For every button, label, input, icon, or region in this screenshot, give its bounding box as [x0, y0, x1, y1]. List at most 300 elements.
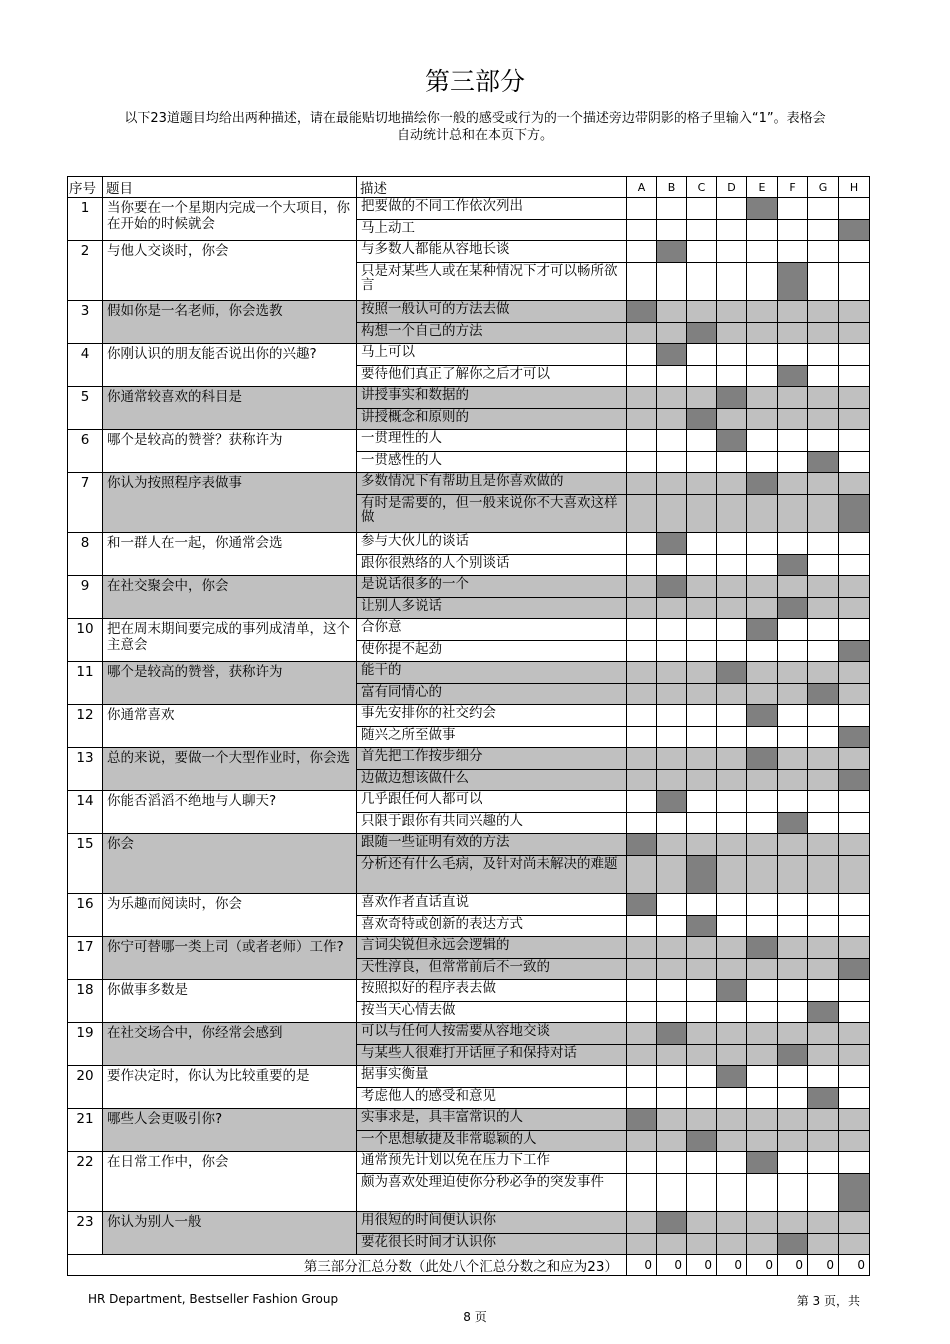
answer-cell-f[interactable]	[778, 813, 808, 834]
option-description: 讲授概念和原则的	[357, 409, 627, 430]
answer-cell-b[interactable]	[657, 1023, 687, 1045]
blank-cell-f	[778, 409, 808, 430]
question-number: 11	[68, 662, 103, 705]
blank-cell-c	[687, 263, 717, 301]
blank-cell-g	[808, 1109, 839, 1131]
question-option-row	[68, 241, 870, 263]
total-b: 0	[657, 1255, 687, 1276]
blank-cell-f	[778, 856, 808, 894]
blank-cell-b	[657, 452, 687, 473]
blank-cell-c	[687, 533, 717, 555]
question-text: 你通常较喜欢的科目是	[103, 387, 357, 430]
blank-cell-a	[627, 748, 657, 770]
option-description: 合你意	[357, 619, 627, 641]
question-option-row	[68, 705, 870, 727]
answer-cell-h[interactable]	[839, 959, 870, 980]
blank-cell-d	[717, 198, 747, 220]
blank-cell-g	[808, 834, 839, 856]
blank-cell-d	[717, 263, 747, 301]
blank-cell-g	[808, 301, 839, 323]
blank-cell-e	[747, 1002, 778, 1023]
question-text: 你能否滔滔不绝地与人聊天?	[103, 791, 357, 834]
blank-cell-e	[747, 1174, 778, 1212]
blank-cell-f	[778, 705, 808, 727]
option-description: 颇为喜欢处理迫使你分秒必争的突发事件	[357, 1174, 627, 1212]
question-text: 你会	[103, 834, 357, 894]
question-option-row	[68, 198, 870, 220]
footer-department: HR Department, Bestseller Fashion Group	[88, 1292, 339, 1306]
option-description: 按照拟好的程序表去做	[357, 980, 627, 1002]
blank-cell-f	[778, 1152, 808, 1174]
answer-cell-e[interactable]	[747, 198, 778, 220]
blank-cell-a	[627, 409, 657, 430]
option-description: 富有同情心的	[357, 684, 627, 705]
blank-cell-g	[808, 980, 839, 1002]
blank-cell-c	[687, 555, 717, 576]
blank-cell-f	[778, 1088, 808, 1109]
answer-cell-f[interactable]	[778, 1045, 808, 1066]
blank-cell-e	[747, 834, 778, 856]
blank-cell-c	[687, 937, 717, 959]
blank-cell-a	[627, 1023, 657, 1045]
answer-cell-f[interactable]	[778, 555, 808, 576]
answer-cell-c[interactable]	[687, 916, 717, 937]
option-description: 能干的	[357, 662, 627, 684]
option-description: 使你提不起劲	[357, 641, 627, 662]
blank-cell-f	[778, 937, 808, 959]
blank-cell-b	[657, 959, 687, 980]
blank-cell-c	[687, 748, 717, 770]
answer-cell-f[interactable]	[778, 1234, 808, 1255]
footer-page-total: 8 页	[463, 1310, 487, 1324]
option-description: 喜欢奇特或创新的表达方式	[357, 916, 627, 937]
blank-cell-c	[687, 770, 717, 791]
answer-cell-a[interactable]	[627, 894, 657, 916]
question-text: 你宁可替哪一类上司（或者老师）工作?	[103, 937, 357, 980]
blank-cell-d	[717, 705, 747, 727]
option-description: 随兴之所至做事	[357, 727, 627, 748]
blank-cell-g	[808, 387, 839, 409]
option-description: 通常预先计划以免在压力下工作	[357, 1152, 627, 1174]
blank-cell-c	[687, 344, 717, 366]
blank-cell-f	[778, 1109, 808, 1131]
answer-cell-c[interactable]	[687, 323, 717, 344]
blank-cell-g	[808, 576, 839, 598]
question-text: 为乐趣而阅读时，你会	[103, 894, 357, 937]
question-number: 14	[68, 791, 103, 834]
blank-cell-e	[747, 684, 778, 705]
header-col-f: F	[778, 177, 808, 198]
header-col-b: B	[657, 177, 687, 198]
blank-cell-c	[687, 662, 717, 684]
blank-cell-c	[687, 598, 717, 619]
blank-cell-g	[808, 705, 839, 727]
blank-cell-h	[839, 980, 870, 1002]
option-description: 把要做的不同工作依次列出	[357, 198, 627, 220]
blank-cell-g	[808, 344, 839, 366]
question-option-row	[68, 1152, 870, 1174]
blank-cell-b	[657, 263, 687, 301]
blank-cell-d	[717, 366, 747, 387]
blank-cell-d	[717, 813, 747, 834]
option-description: 考虑他人的感受和意见	[357, 1088, 627, 1109]
blank-cell-h	[839, 813, 870, 834]
blank-cell-b	[657, 387, 687, 409]
question-option-row	[68, 1212, 870, 1234]
blank-cell-a	[627, 452, 657, 473]
blank-cell-e	[747, 555, 778, 576]
blank-cell-b	[657, 220, 687, 241]
question-text: 哪个是较高的赞誉，获称许为	[103, 662, 357, 705]
total-c: 0	[687, 1255, 717, 1276]
answer-cell-d[interactable]	[717, 980, 747, 1002]
question-option-row	[68, 662, 870, 684]
answer-cell-d[interactable]	[717, 430, 747, 452]
blank-cell-d	[717, 1109, 747, 1131]
blank-cell-h	[839, 705, 870, 727]
blank-cell-a	[627, 980, 657, 1002]
blank-cell-d	[717, 1152, 747, 1174]
blank-cell-a	[627, 495, 657, 533]
blank-cell-f	[778, 452, 808, 473]
answer-cell-e[interactable]	[747, 1152, 778, 1174]
question-number: 17	[68, 937, 103, 980]
question-number: 8	[68, 533, 103, 576]
answer-cell-e[interactable]	[747, 619, 778, 641]
option-description: 构想一个自己的方法	[357, 323, 627, 344]
answer-cell-c[interactable]	[687, 409, 717, 430]
blank-cell-h	[839, 619, 870, 641]
blank-cell-f	[778, 198, 808, 220]
blank-cell-f	[778, 1002, 808, 1023]
question-number: 12	[68, 705, 103, 748]
question-text: 要作决定时，你认为比较重要的是	[103, 1066, 357, 1109]
blank-cell-h	[839, 1152, 870, 1174]
blank-cell-g	[808, 894, 839, 916]
blank-cell-b	[657, 1131, 687, 1152]
option-description: 天性淳良，但常常前后不一致的	[357, 959, 627, 980]
blank-cell-g	[808, 198, 839, 220]
header-col-a: A	[627, 177, 657, 198]
blank-cell-e	[747, 727, 778, 748]
answer-cell-d[interactable]	[717, 662, 747, 684]
question-number: 6	[68, 430, 103, 473]
blank-cell-h	[839, 1131, 870, 1152]
blank-cell-h	[839, 387, 870, 409]
answer-cell-c[interactable]	[687, 856, 717, 894]
blank-cell-d	[717, 748, 747, 770]
blank-cell-b	[657, 1002, 687, 1023]
answer-cell-h[interactable]	[839, 220, 870, 241]
answer-cell-f[interactable]	[778, 598, 808, 619]
blank-cell-g	[808, 1174, 839, 1212]
blank-cell-a	[627, 937, 657, 959]
blank-cell-c	[687, 894, 717, 916]
blank-cell-a	[627, 705, 657, 727]
option-description: 按照一般认可的方法去做	[357, 301, 627, 323]
instructions: 以下23道题目均给出两种描述，请在最能贴切地描绘你一般的感受或行为的一个描述旁边带阴影的格子里输入“1”。表格会自动统计总和在本页下方。	[124, 111, 826, 143]
question-text: 和一群人在一起，你通常会选	[103, 533, 357, 576]
question-option-row	[68, 894, 870, 916]
answer-cell-b[interactable]	[657, 533, 687, 555]
blank-cell-g	[808, 1045, 839, 1066]
answer-cell-g[interactable]	[808, 684, 839, 705]
option-description: 据事实衡量	[357, 1066, 627, 1088]
option-description: 言词尖锐但永远会逻辑的	[357, 937, 627, 959]
answer-cell-b[interactable]	[657, 1212, 687, 1234]
blank-cell-e	[747, 1088, 778, 1109]
blank-cell-e	[747, 495, 778, 533]
blank-cell-h	[839, 576, 870, 598]
blank-cell-d	[717, 959, 747, 980]
option-description: 马上动工	[357, 220, 627, 241]
blank-cell-b	[657, 813, 687, 834]
answer-cell-h[interactable]	[839, 727, 870, 748]
blank-cell-h	[839, 834, 870, 856]
option-description: 有时是需要的，但一般来说你不大喜欢这样做	[357, 495, 627, 533]
blank-cell-d	[717, 1212, 747, 1234]
answer-cell-h[interactable]	[839, 495, 870, 533]
blank-cell-e	[747, 813, 778, 834]
blank-cell-b	[657, 1088, 687, 1109]
blank-cell-b	[657, 598, 687, 619]
header-col-e: E	[747, 177, 778, 198]
blank-cell-h	[839, 1234, 870, 1255]
blank-cell-f	[778, 1212, 808, 1234]
blank-cell-d	[717, 473, 747, 495]
blank-cell-c	[687, 301, 717, 323]
blank-cell-b	[657, 1066, 687, 1088]
blank-cell-c	[687, 366, 717, 387]
blank-cell-c	[687, 430, 717, 452]
blank-cell-g	[808, 916, 839, 937]
blank-cell-h	[839, 1088, 870, 1109]
question-number: 4	[68, 344, 103, 387]
blank-cell-g	[808, 641, 839, 662]
blank-cell-f	[778, 1023, 808, 1045]
answer-cell-b[interactable]	[657, 576, 687, 598]
header-description: 描述	[357, 177, 627, 198]
footer-page-of: 第 3 页，共	[796, 1294, 860, 1308]
blank-cell-d	[717, 555, 747, 576]
blank-cell-g	[808, 727, 839, 748]
blank-cell-f	[778, 834, 808, 856]
blank-cell-f	[778, 727, 808, 748]
option-description: 多数情况下有帮助且是你喜欢做的	[357, 473, 627, 495]
blank-cell-g	[808, 1234, 839, 1255]
blank-cell-g	[808, 533, 839, 555]
blank-cell-h	[839, 916, 870, 937]
blank-cell-d	[717, 495, 747, 533]
blank-cell-c	[687, 1212, 717, 1234]
question-number: 20	[68, 1066, 103, 1109]
answer-cell-h[interactable]	[839, 641, 870, 662]
answer-cell-d[interactable]	[717, 1066, 747, 1088]
blank-cell-d	[717, 452, 747, 473]
blank-cell-c	[687, 198, 717, 220]
blank-cell-c	[687, 684, 717, 705]
blank-cell-f	[778, 576, 808, 598]
blank-cell-b	[657, 856, 687, 894]
blank-cell-c	[687, 576, 717, 598]
blank-cell-g	[808, 748, 839, 770]
blank-cell-a	[627, 344, 657, 366]
blank-cell-g	[808, 1066, 839, 1088]
question-option-row	[68, 791, 870, 813]
option-description: 跟随一些证明有效的方法	[357, 834, 627, 856]
blank-cell-e	[747, 1234, 778, 1255]
blank-cell-d	[717, 323, 747, 344]
blank-cell-g	[808, 856, 839, 894]
blank-cell-a	[627, 684, 657, 705]
question-option-row	[68, 937, 870, 959]
blank-cell-a	[627, 641, 657, 662]
blank-cell-b	[657, 937, 687, 959]
blank-cell-f	[778, 894, 808, 916]
answer-cell-a[interactable]	[627, 834, 657, 856]
blank-cell-h	[839, 344, 870, 366]
question-number: 1	[68, 198, 103, 241]
answer-cell-b[interactable]	[657, 241, 687, 263]
question-number: 10	[68, 619, 103, 662]
blank-cell-g	[808, 241, 839, 263]
answer-cell-b[interactable]	[657, 344, 687, 366]
blank-cell-f	[778, 980, 808, 1002]
question-number: 21	[68, 1109, 103, 1152]
blank-cell-c	[687, 980, 717, 1002]
answer-cell-e[interactable]	[747, 473, 778, 495]
blank-cell-c	[687, 220, 717, 241]
question-option-row	[68, 576, 870, 598]
blank-cell-b	[657, 1152, 687, 1174]
blank-cell-b	[657, 301, 687, 323]
option-description: 分析还有什么毛病，及针对尚未解决的难题	[357, 856, 627, 894]
answer-cell-e[interactable]	[747, 748, 778, 770]
blank-cell-g	[808, 1152, 839, 1174]
blank-cell-e	[747, 1045, 778, 1066]
blank-cell-d	[717, 727, 747, 748]
answer-cell-f[interactable]	[778, 263, 808, 301]
blank-cell-b	[657, 198, 687, 220]
blank-cell-a	[627, 323, 657, 344]
question-option-row	[68, 344, 870, 366]
blank-cell-c	[687, 727, 717, 748]
blank-cell-a	[627, 533, 657, 555]
blank-cell-g	[808, 555, 839, 576]
blank-cell-c	[687, 1045, 717, 1066]
blank-cell-a	[627, 430, 657, 452]
option-description: 一贯感性的人	[357, 452, 627, 473]
blank-cell-c	[687, 705, 717, 727]
blank-cell-b	[657, 1045, 687, 1066]
answer-cell-a[interactable]	[627, 1109, 657, 1131]
blank-cell-d	[717, 1002, 747, 1023]
question-text: 在社交聚会中，你会	[103, 576, 357, 619]
answer-cell-g[interactable]	[808, 1002, 839, 1023]
blank-cell-g	[808, 263, 839, 301]
blank-cell-e	[747, 576, 778, 598]
blank-cell-b	[657, 555, 687, 576]
blank-cell-g	[808, 323, 839, 344]
total-a: 0	[627, 1255, 657, 1276]
answer-cell-f[interactable]	[778, 366, 808, 387]
blank-cell-b	[657, 1174, 687, 1212]
option-description: 按当天心情去做	[357, 1002, 627, 1023]
answer-cell-g[interactable]	[808, 1088, 839, 1109]
blank-cell-f	[778, 430, 808, 452]
question-option-row	[68, 533, 870, 555]
blank-cell-b	[657, 495, 687, 533]
blank-cell-d	[717, 834, 747, 856]
answer-cell-g[interactable]	[808, 452, 839, 473]
question-option-row	[68, 748, 870, 770]
answer-cell-e[interactable]	[747, 705, 778, 727]
option-description: 用很短的时间便认识你	[357, 1212, 627, 1234]
option-description: 一贯理性的人	[357, 430, 627, 452]
blank-cell-e	[747, 533, 778, 555]
question-text: 你通常喜欢	[103, 705, 357, 748]
blank-cell-e	[747, 430, 778, 452]
answer-cell-b[interactable]	[657, 791, 687, 813]
blank-cell-h	[839, 323, 870, 344]
answer-cell-d[interactable]	[717, 387, 747, 409]
blank-cell-e	[747, 301, 778, 323]
total-e: 0	[747, 1255, 778, 1276]
question-number: 19	[68, 1023, 103, 1066]
blank-cell-h	[839, 409, 870, 430]
answer-cell-h[interactable]	[839, 770, 870, 791]
survey-table	[67, 176, 870, 1276]
question-option-row	[68, 619, 870, 641]
blank-cell-h	[839, 1109, 870, 1131]
option-description: 是说话很多的一个	[357, 576, 627, 598]
blank-cell-h	[839, 198, 870, 220]
blank-cell-c	[687, 619, 717, 641]
blank-cell-e	[747, 452, 778, 473]
total-d: 0	[717, 1255, 747, 1276]
blank-cell-f	[778, 959, 808, 980]
answer-cell-e[interactable]	[747, 937, 778, 959]
blank-cell-c	[687, 791, 717, 813]
option-description: 喜欢作者直话直说	[357, 894, 627, 916]
answer-cell-h[interactable]	[839, 1174, 870, 1212]
question-number: 15	[68, 834, 103, 894]
blank-cell-b	[657, 684, 687, 705]
option-description: 一个思想敏捷及非常聪颖的人	[357, 1131, 627, 1152]
question-text: 哪些人会更吸引你?	[103, 1109, 357, 1152]
option-description: 只限于跟你有共同兴趣的人	[357, 813, 627, 834]
blank-cell-g	[808, 409, 839, 430]
blank-cell-e	[747, 1131, 778, 1152]
blank-cell-f	[778, 495, 808, 533]
blank-cell-f	[778, 641, 808, 662]
blank-cell-d	[717, 770, 747, 791]
question-number: 3	[68, 301, 103, 344]
header-number: 序号	[68, 177, 103, 198]
blank-cell-h	[839, 1002, 870, 1023]
answer-cell-a[interactable]	[627, 301, 657, 323]
blank-cell-g	[808, 366, 839, 387]
header-col-h: H	[839, 177, 870, 198]
blank-cell-e	[747, 387, 778, 409]
blank-cell-b	[657, 409, 687, 430]
blank-cell-b	[657, 641, 687, 662]
summary-row	[68, 1255, 870, 1276]
blank-cell-c	[687, 959, 717, 980]
answer-cell-c[interactable]	[687, 1131, 717, 1152]
blank-cell-a	[627, 1174, 657, 1212]
blank-cell-f	[778, 344, 808, 366]
